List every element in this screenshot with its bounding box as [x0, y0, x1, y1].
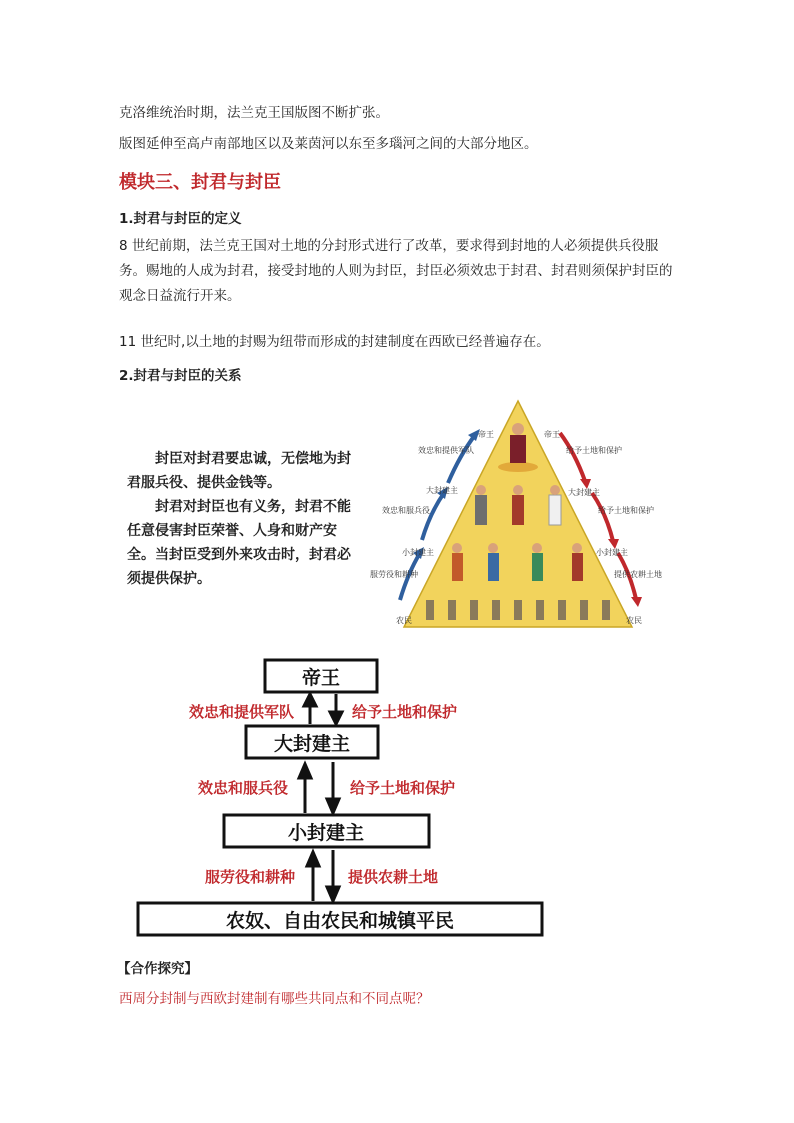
lord-obligation: 封君对封臣也有义务，封君不能任意侵害封臣荣誉、人身和财产安全。当封臣受到外来攻击时，封君必须提供保护。	[127, 499, 351, 587]
module-title: 模块三、封君与封臣	[119, 172, 281, 193]
up-label-1: 效忠和服兵役	[197, 779, 288, 797]
right-arrow-label-2: 提供农耕土地	[614, 570, 662, 579]
level-label-2: 小封建主	[287, 822, 365, 844]
level-label-3: 农奴、自由农民和城镇平民	[225, 910, 455, 932]
right-level-2: 小封建主	[596, 548, 628, 557]
left-arrow-label-0: 效忠和提供军队	[418, 446, 474, 455]
left-level-3: 农民	[396, 616, 412, 625]
down-label-2: 提供农耕土地	[348, 868, 439, 886]
left-arrow-label-2: 服劳役和耕种	[370, 570, 418, 579]
section-1-paragraph-1: 8 世纪前期，法兰克王国对土地的分封形式进行了改革，要求得到封地的人必须提供兵役服务。赐地的人成为封君，接受封地的人则为封臣，封臣必须效忠于封君、封君则须保护封臣的观念日益流行开来。	[119, 238, 673, 304]
inquiry-label: 【合作探究】	[117, 961, 198, 977]
king-figure	[510, 423, 526, 463]
intro-line-1: 克洛维统治时期，法兰克王国版图不断扩张。	[119, 105, 389, 121]
level-box-great-lord	[246, 726, 378, 758]
right-arrow-label-1: 给予土地和保护	[598, 506, 654, 515]
hierarchy-pyramid	[370, 395, 670, 635]
inquiry-question: 西周分封制与西欧封建制有哪些共同点和不同点呢？	[119, 991, 430, 1007]
section-2-title: 2.封君与封臣的关系	[119, 368, 242, 384]
level-label-0: 帝王	[301, 667, 341, 689]
right-level-3: 农民	[626, 616, 642, 625]
level-box-commoners	[138, 903, 542, 935]
down-label-0: 给予土地和保护	[352, 703, 458, 721]
left-level-0: 帝王	[478, 430, 494, 439]
right-level-0: 帝王	[544, 430, 560, 439]
obligations-text	[127, 447, 355, 591]
section-1-paragraph-2: 11 世纪时,以土地的封赐为纽带而形成的封建制度在西欧已经普遍存在。	[119, 334, 550, 350]
left-level-1: 大封建主	[426, 486, 458, 495]
level-box-small-lord	[224, 815, 429, 847]
section-1-title: 1.封君与封臣的定义	[119, 211, 242, 227]
down-arrow-head	[631, 597, 642, 607]
left-arrow-label-1: 效忠和服兵役	[382, 506, 430, 515]
left-level-2: 小封建主	[402, 548, 434, 557]
level-box-emperor	[265, 660, 377, 692]
up-label-0: 效忠和提供军队	[188, 703, 294, 721]
hierarchy-flow-diagram	[120, 650, 550, 940]
level-label-1: 大封建主	[273, 733, 351, 755]
throne-platform	[498, 462, 538, 472]
right-level-1: 大封建主	[568, 488, 600, 497]
right-arrow-label-0: 给予土地和保护	[566, 446, 622, 455]
up-label-2: 服劳役和耕种	[204, 868, 295, 886]
peasants-row	[426, 600, 610, 620]
intro-line-2: 版图延伸至高卢南部地区以及莱茵河以东至多瑙河之间的大部分地区。	[119, 136, 538, 152]
down-label-1: 给予土地和保护	[350, 779, 456, 797]
vassal-obligation: 封臣对封君要忠诚，无偿地为封君服兵役、提供金钱等。	[127, 451, 351, 491]
